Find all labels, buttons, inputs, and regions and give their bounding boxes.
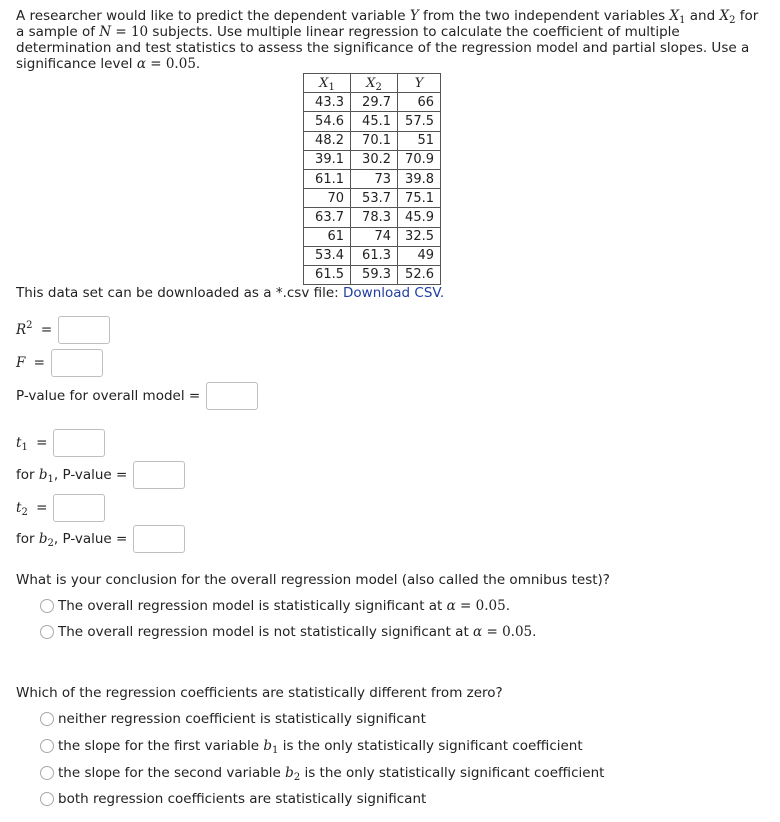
- download-text: This data set can be downloaded as a *.csv file:: [16, 285, 343, 301]
- option-b2-only-significant[interactable]: [40, 765, 604, 781]
- table-row: [304, 208, 441, 227]
- table-cell: 45.9: [398, 208, 441, 227]
- p-value-b2-row: [16, 525, 185, 553]
- table-row: [304, 169, 441, 188]
- r-squared-row: [16, 316, 110, 344]
- table-cell: 75.1: [398, 189, 441, 208]
- table-cell: 66: [398, 93, 441, 112]
- table-cell: 48.2: [304, 131, 351, 150]
- table-cell: 57.5: [398, 112, 441, 131]
- radio-button[interactable]: [40, 792, 54, 806]
- table-cell: 52.6: [398, 265, 441, 284]
- table-cell: 61.1: [304, 169, 351, 188]
- radio-button[interactable]: [40, 712, 54, 726]
- table-cell: 49: [398, 246, 441, 265]
- table-row: [304, 150, 441, 169]
- r-squared-label: $R^2$ =: [16, 320, 53, 338]
- p-value-b2-label: for $b_2$, P-value =: [16, 531, 128, 549]
- t2-label: $t_2$ =: [16, 500, 48, 518]
- t1-label: $t_1$ =: [16, 435, 48, 453]
- column-header-x1: $X_1$: [304, 74, 351, 93]
- option-b1-only-significant[interactable]: [40, 738, 583, 754]
- table-row: [304, 189, 441, 208]
- option-label: both regression coefficients are statistically significant: [58, 791, 427, 807]
- download-csv-link[interactable]: Download CSV.: [343, 285, 445, 301]
- column-header-x2: $X_2$: [351, 74, 398, 93]
- table-cell: 73: [351, 169, 398, 188]
- option-overall-significant[interactable]: [40, 598, 510, 614]
- table-cell: 61.5: [304, 265, 351, 284]
- table-row: [304, 246, 441, 265]
- p-value-b1-input[interactable]: [133, 461, 185, 489]
- table-cell: 43.3: [304, 93, 351, 112]
- t1-row: [16, 429, 105, 457]
- radio-button[interactable]: [40, 599, 54, 613]
- question-overall-model: What is your conclusion for the overall regression model (also called the omnibus test)?: [16, 572, 610, 588]
- option-overall-not-significant[interactable]: [40, 624, 536, 640]
- f-stat-input[interactable]: [51, 349, 103, 377]
- table-cell: 53.7: [351, 189, 398, 208]
- option-label: the slope for the second variable $b_2$ is the only statistically significant coefficient: [58, 765, 605, 783]
- table-cell: 61: [304, 227, 351, 246]
- table-cell: 30.2: [351, 150, 398, 169]
- p-value-b1-row: [16, 461, 185, 489]
- radio-button[interactable]: [40, 739, 54, 753]
- p-value-b2-input[interactable]: [133, 525, 185, 553]
- radio-button[interactable]: [40, 766, 54, 780]
- table-cell: 70.1: [351, 131, 398, 150]
- table-cell: 70: [304, 189, 351, 208]
- table-cell: 61.3: [351, 246, 398, 265]
- table-cell: 51: [398, 131, 441, 150]
- data-table: [303, 73, 441, 285]
- r-squared-input[interactable]: [58, 316, 110, 344]
- problem-statement: A researcher would like to predict the dependent variable Y from the two independent variables $X_1$ and $X_2$ for a sample of N = 10 subjects. Use multiple linear regression to calculate the coefficient of multiple determination and test statistics to assess the significance of the regression model and partial slopes. Use a significance level α = 0.05.: [16, 8, 759, 72]
- option-label: The overall regression model is statistically significant at α = 0.05.: [58, 598, 511, 614]
- table-row: [304, 265, 441, 284]
- p-value-overall-input[interactable]: [206, 382, 258, 410]
- table-cell: 53.4: [304, 246, 351, 265]
- radio-button[interactable]: [40, 625, 54, 639]
- question-coefficients: Which of the regression coefficients are statistically different from zero?: [16, 685, 503, 701]
- option-label: The overall regression model is not statistically significant at α = 0.05.: [58, 624, 537, 640]
- table-header-row: [304, 74, 441, 93]
- p-value-overall-row: [16, 382, 258, 410]
- option-neither-significant[interactable]: [40, 711, 426, 727]
- f-stat-row: [16, 349, 103, 377]
- download-line: [16, 285, 444, 301]
- table-cell: 74: [351, 227, 398, 246]
- option-label: the slope for the first variable $b_1$ is the only statistically significant coefficient: [58, 738, 583, 756]
- table-cell: 70.9: [398, 150, 441, 169]
- table-cell: 32.5: [398, 227, 441, 246]
- t1-input[interactable]: [53, 429, 105, 457]
- table-cell: 63.7: [304, 208, 351, 227]
- table-row: [304, 93, 441, 112]
- option-label: neither regression coefficient is statistically significant: [58, 711, 426, 727]
- t2-row: [16, 494, 105, 522]
- table-cell: 29.7: [351, 93, 398, 112]
- f-stat-label: F =: [16, 355, 45, 371]
- column-header-y: Y: [398, 74, 441, 93]
- table-cell: 54.6: [304, 112, 351, 131]
- option-both-significant[interactable]: [40, 791, 426, 807]
- table-cell: 78.3: [351, 208, 398, 227]
- table-cell: 45.1: [351, 112, 398, 131]
- table-cell: 39.8: [398, 169, 441, 188]
- p-value-b1-label: for $b_1$, P-value =: [16, 467, 128, 485]
- t2-input[interactable]: [53, 494, 105, 522]
- p-value-overall-label: P-value for overall model =: [16, 388, 201, 404]
- table-row: [304, 227, 441, 246]
- table-cell: 39.1: [304, 150, 351, 169]
- table-cell: 59.3: [351, 265, 398, 284]
- table-row: [304, 131, 441, 150]
- table-row: [304, 112, 441, 131]
